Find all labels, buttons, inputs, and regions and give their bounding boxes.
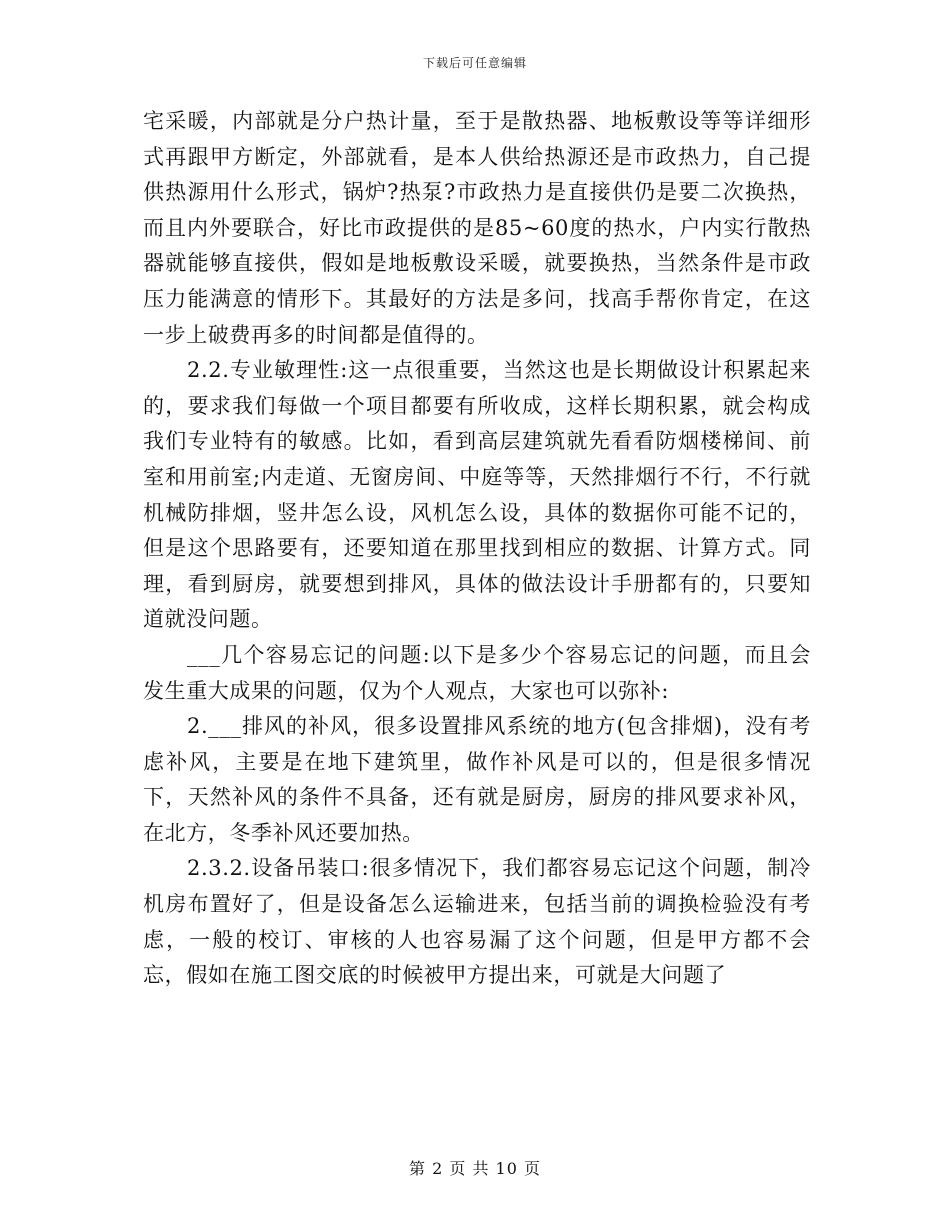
paragraph-5: 2.3.2.设备吊装口:很多情况下，我们都容易忘记这个问题，制冷机房布置好了，但是设备怎么运输进来，包括当前的调换检验没有考虑，一般的校订、审核的人也容易漏了这个问题，但是甲方都不会忘，假如在施工图交底的时候被甲方提出来，可就是大问题了 [143, 856, 811, 988]
page-header: 下载后可任意编辑 [422, 56, 527, 70]
page-number-footer: 第 2 页 共 10 页 [409, 1159, 541, 1178]
paragraph-3: ___几个容易忘记的问题:以下是多少个容易忘记的问题，而且会发生重大成果的问题，仅为个人观点，大家也可以弥补: [143, 642, 811, 703]
paragraph-4: 2.___排风的补风，很多设置排风系统的地方(包含排烟)，没有考虑补风，主要是在地下建筑里，做作补风是可以的，但是很多情况下，天然补风的条件不具备，还有就是厨房，厨房的排风要求补风，在北方，冬季补风还要加热。 [143, 714, 811, 845]
paragraph-1: 宅采暖，内部就是分户热计量，至于是散热器、地板敷设等等详细形式再跟甲方断定，外部就看，是本人供给热源还是市政热力，自己提供热源用什么形式，锅炉?热泵?市政热力是直接供仍是要二次换热，而且内外要联合，好比市政提供的是85~60度的热水，户内实行散热器就能够直接供，假如是地板敷设采暖，就要换热，当然条件是市政压力能满意的情形下。其最好的方法是多问，找高手帮你肯定，在这一步上破费再多的时间都是值得的。 [143, 109, 811, 347]
document-body [143, 104, 811, 994]
paragraph-2: 2.2.专业敏理性:这一点很重要，当然这也是长期做设计积累起来的，要求我们每做一个项目都要有所收成，这样长期积累，就会构成我们专业特有的敏感。比如，看到高层建筑就先看看防烟楼梯间、前室和用前室;内走道、无窗房间、中庭等等，天然排烟行不行，不行就机械防排烟，竖井怎么设，风机怎么设，具体的数据你可能不记的，但是这个思路要有，还要知道在那里找到相应的数据、计算方式。同理，看到厨房，就要想到排风，具体的做法设计手册都有的，只要知道就没问题。 [143, 358, 811, 632]
